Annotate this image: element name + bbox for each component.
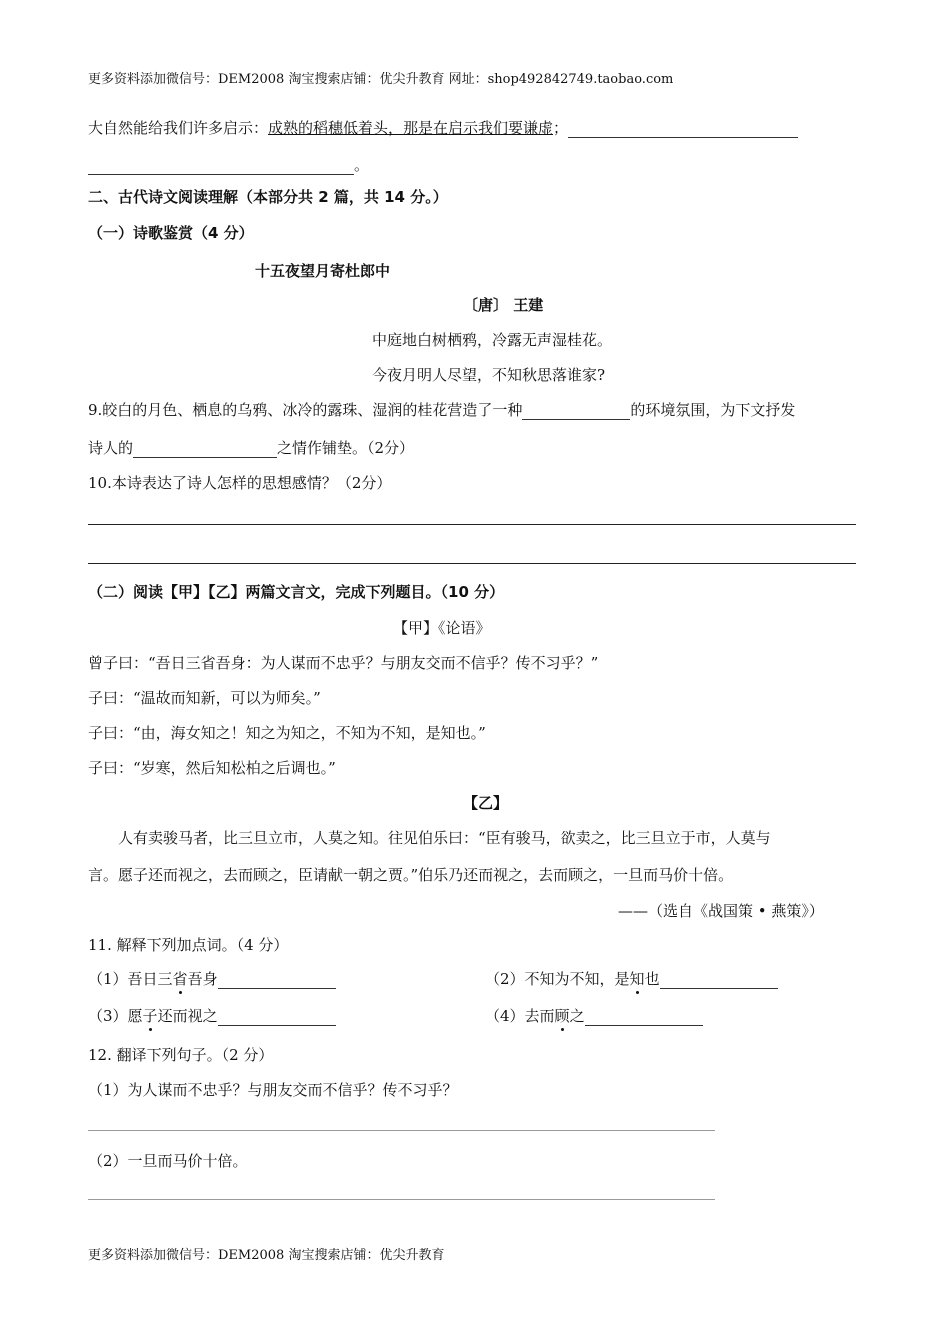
part1-title: （一）诗歌鉴赏（4 分）: [88, 224, 254, 242]
text-source: ——（选自《战国策 • 燕策》）: [618, 902, 824, 920]
answer-line[interactable]: [88, 563, 856, 564]
intro-example: 成熟的稻穗低着头，那是在启示我们要谦虚: [268, 119, 554, 137]
intro-separator: ；: [553, 119, 569, 137]
q9-text-b: 的环境氛围，为下文抒发: [630, 401, 796, 419]
text-jia-line: 曾子曰：“吾日三省吾身：为人谋而不忠乎？与朋友交而不信乎？传不习乎？”: [88, 654, 599, 672]
q11-item-text: 也: [644, 970, 660, 988]
text-jia-line: 子曰：“温故而知新，可以为师矣。”: [88, 689, 321, 707]
text-jia-line: 子曰：“岁寒，然后知松柏之后调也。”: [88, 759, 336, 777]
question-10: 10.本诗表达了诗人怎样的思想感情？（2分）: [88, 474, 392, 492]
intro-prefix: 大自然能给我们许多启示：: [88, 119, 269, 137]
text-jia-line: 子曰：“由，海女知之！知之为知之，不知为不知，是知也。”: [88, 724, 486, 742]
text-yi-line: 言。愿子还而视之，去而顾之，臣请献一朝之贾。”伯乐乃还而视之，去而顾之，一旦而马价十倍。: [88, 866, 734, 884]
answer-line[interactable]: [88, 1130, 715, 1131]
answer-blank[interactable]: [585, 1009, 703, 1026]
q9-text-d: 之情作铺垫。（2分）: [277, 439, 415, 457]
dotted-word: 省: [172, 970, 188, 988]
poem-author: 〔唐〕 王建: [463, 296, 544, 314]
dotted-word: 子: [142, 1007, 158, 1025]
answer-line[interactable]: [88, 524, 856, 525]
question-12: 12. 翻译下列句子。（2 分）: [88, 1046, 274, 1064]
section-title: 二、古代诗文阅读理解（本部分共 2 篇，共 14 分。）: [88, 188, 448, 206]
dotted-word: 知: [629, 970, 645, 988]
q11-item-text: 吾身: [187, 970, 218, 988]
text-jia-title: 【甲】《论语》: [393, 619, 491, 637]
q11-item-text: 之: [569, 1007, 585, 1025]
q11-item-text: （1）吾日三: [88, 970, 173, 988]
answer-blank[interactable]: [218, 1009, 336, 1026]
q11-item-text: （3）愿: [88, 1007, 143, 1025]
poem-line-1: 中庭地白树栖鸦，冷露无声湿桂花。: [372, 331, 613, 349]
dotted-word: 顾: [554, 1007, 570, 1025]
q11-item-text: （2）不知为不知，是: [485, 970, 630, 988]
q12-item-2: （2）一旦而马价十倍。: [88, 1152, 248, 1170]
answer-blank[interactable]: [88, 158, 354, 175]
text-yi-title: 【乙】: [463, 794, 509, 812]
q9-text-a: 9.皎白的月色、栖息的乌鸦、冰冷的露珠、湿润的桂花营造了一种: [88, 401, 523, 419]
answer-blank[interactable]: [522, 403, 630, 420]
question-9-cont: [88, 438, 414, 458]
poem-title: 十五夜望月寄杜郎中: [255, 262, 391, 280]
text-yi-line: 人有卖骏马者，比三旦立市，人莫之知。往见伯乐曰：“臣有骏马，欲卖之，比三旦立于市，人莫与: [118, 829, 771, 847]
page-footer: 更多资料添加微信号：DEM2008 淘宝搜索店铺：优尖升教育: [88, 1248, 445, 1263]
answer-line[interactable]: [88, 1199, 715, 1200]
intro-line-2: [88, 155, 369, 175]
q11-item-1: [88, 969, 336, 989]
q11-item-text: 还而视之: [157, 1007, 218, 1025]
q11-item-4: [485, 1006, 703, 1026]
q11-item-2: [485, 969, 778, 989]
intro-end: 。: [354, 156, 370, 174]
intro-line: [88, 118, 798, 138]
q11-item-text: （4）去而: [485, 1007, 555, 1025]
q9-text-c: 诗人的: [88, 439, 134, 457]
answer-blank[interactable]: [133, 441, 277, 458]
answer-blank[interactable]: [218, 972, 336, 989]
part2-title: （二）阅读【甲】【乙】两篇文言文，完成下列题目。（10 分）: [88, 583, 505, 601]
poem-line-2: 今夜月明人尽望，不知秋思落谁家?: [372, 366, 606, 384]
q12-item-1: （1）为人谋而不忠乎？与朋友交而不信乎？传不习乎？: [88, 1081, 458, 1099]
q11-item-3: [88, 1006, 336, 1026]
answer-blank[interactable]: [660, 972, 778, 989]
page-header: 更多资料添加微信号：DEM2008 淘宝搜索店铺：优尖升教育 网址：shop492842749.taobao.com: [88, 72, 674, 87]
answer-blank[interactable]: [568, 121, 798, 138]
question-9: [88, 400, 795, 420]
question-11: 11. 解释下列加点词。（4 分）: [88, 936, 289, 954]
